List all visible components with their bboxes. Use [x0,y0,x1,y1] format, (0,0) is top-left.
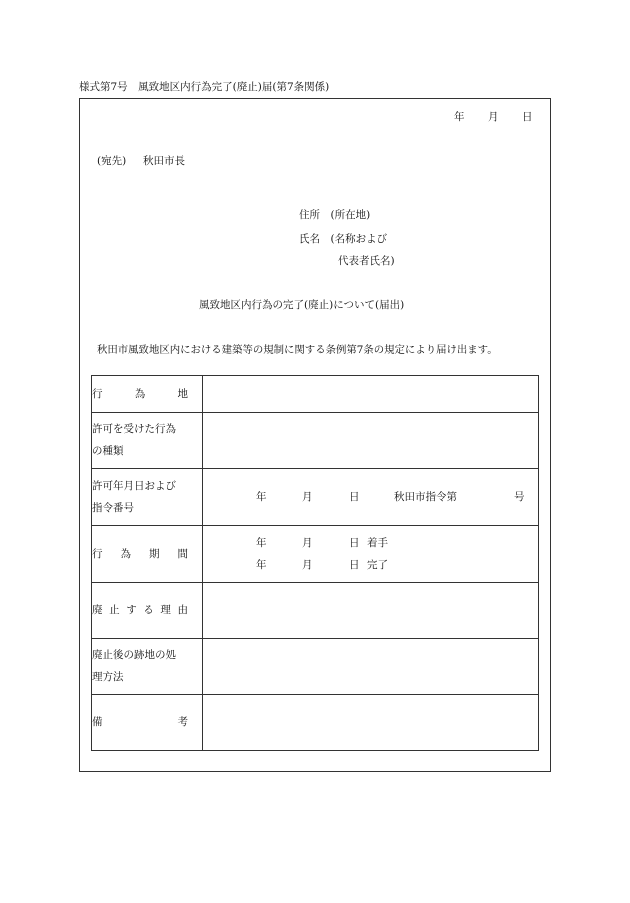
addressee-prefix: (宛先) [97,155,127,167]
value-action-site[interactable] [203,376,539,413]
document-title: 風致地区内行為の完了(廃止)について(届出) [199,299,405,311]
label-char: 由 [177,604,188,617]
label-char: 行 [92,547,103,560]
directive-label: 秋田市指令第 [394,491,457,503]
form-table [91,375,539,751]
label-char: 地 [177,387,188,400]
table-row [92,376,539,413]
value-permit-date-number[interactable] [203,469,539,526]
applicant-name-label-cont: 代表者氏名) [338,255,395,267]
label-char: 理 [160,604,171,617]
label-remarks [92,695,203,751]
label-site-treatment [92,639,203,695]
applicant-name-label: 氏名 (名称および [299,233,388,245]
label-chars [92,389,188,400]
table-row [92,526,539,583]
label-char: る [143,604,154,617]
form-title: 様式第7号 風致地区内行為完了(廃止)届(第7条関係) [79,81,330,93]
date-day: 日 [522,111,533,123]
start-status: 着手 [367,537,388,549]
label-char: 備 [92,716,103,729]
label-line: 理方法 [92,671,124,684]
label-char: す [126,604,137,617]
label-permitted-action-type [92,413,203,469]
label-action-period [92,526,203,583]
table-row [92,639,539,695]
label-char: 廃 [92,604,103,617]
permit-day: 日 [349,491,360,503]
end-year: 年 [256,559,267,571]
label-char: 為 [120,547,131,560]
addressee-name: 秋田市長 [143,155,185,167]
table-row [92,469,539,526]
permit-month: 月 [302,491,313,503]
label-line: 許可年月日および [92,479,176,492]
label-char: 期 [149,547,160,560]
statement-text: 秋田市風致地区内における建築等の規制に関する条例第7条の規定により届け出ます。 [97,344,498,356]
value-action-period[interactable] [203,526,539,583]
permit-year: 年 [256,491,267,503]
label-permit-date-number [92,469,203,526]
start-day: 日 [349,537,360,549]
value-remarks[interactable] [203,695,539,751]
value-permitted-action-type[interactable] [203,413,539,469]
table-row [92,583,539,639]
date-year: 年 [454,111,465,123]
label-chars [92,605,188,616]
label-abolition-reason [92,583,203,639]
end-day: 日 [349,559,360,571]
label-char: 行 [92,387,103,400]
end-month: 月 [302,559,313,571]
label-chars [92,549,188,560]
label-line: 許可を受けた行為 [92,423,176,436]
label-char: 考 [177,716,188,729]
start-month: 月 [302,537,313,549]
table-row [92,695,539,751]
label-char: 間 [177,547,188,560]
label-line: 廃止後の跡地の処 [92,649,176,662]
label-line: 指令番号 [92,501,134,514]
applicant-address-label: 住所 (所在地) [299,209,371,221]
number-suffix: 号 [514,491,525,503]
start-year: 年 [256,537,267,549]
label-line: の種類 [92,445,124,458]
date-month: 月 [488,111,499,123]
table-row [92,413,539,469]
value-abolition-reason[interactable] [203,583,539,639]
label-action-site [92,376,203,413]
label-char: 為 [134,387,146,400]
end-status: 完了 [367,559,388,571]
value-site-treatment[interactable] [203,639,539,695]
label-chars [92,717,188,728]
label-char: 止 [109,604,120,617]
